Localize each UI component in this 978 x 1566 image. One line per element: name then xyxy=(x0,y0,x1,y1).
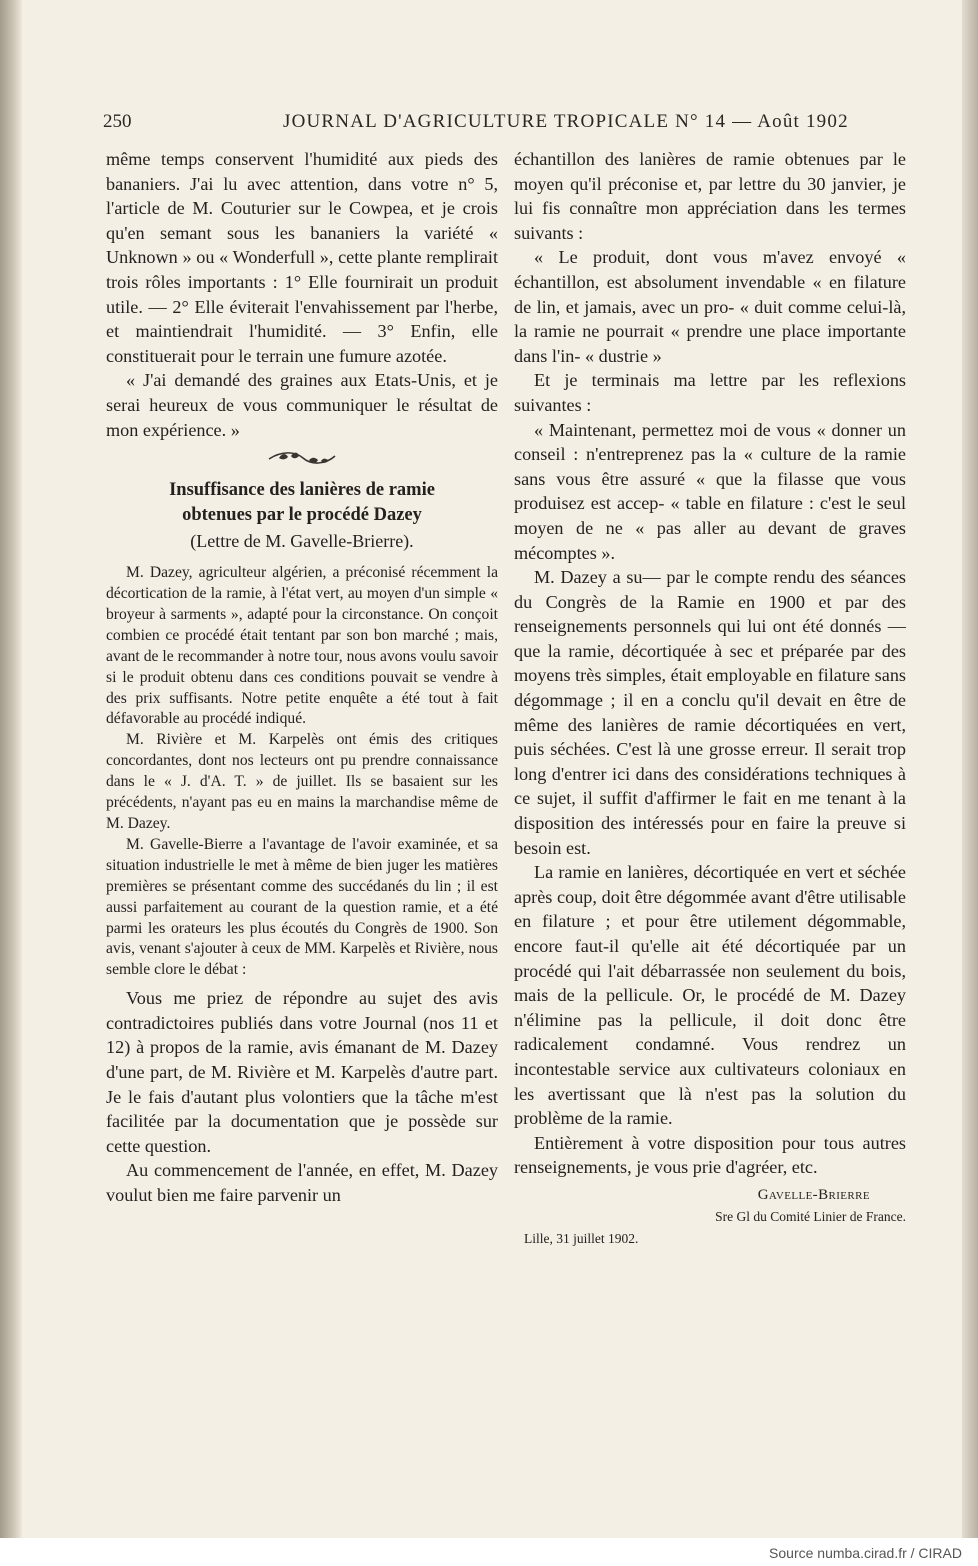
left-column xyxy=(106,147,498,1208)
continuation-paragraph: même temps conservent l'humidité aux pieds des bananiers. J'ai lu avec attention, dans votre n° 5, l'article de M. Couturier sur le Cowpea, et je crois qu'en semant sous les bananiers la variété « Unknown » ou « Wonderfull », cette plante remplirait trois rôles importants : 1° Elle fournirait un produit utile. — 2° Elle éviterait l'envahissement par l'herbe, et maintiendrait l'humidité. — 3° Enfin, elle constituerait pour le terrain une fumure azotée. xyxy=(106,149,498,366)
article-subheading: (Lettre de M. Gavelle-Brierre). xyxy=(190,531,414,552)
signature-name: Gavelle-Brierre xyxy=(757,1186,870,1203)
letter-paragraph: M. Dazey a su— par le compte rendu des séances du Congrès de la Ramie en 1900 et par des renseignements personnels qui lui ont été donnés — que la ramie, décortiquée à sec et préparée par des moyens très simples, était employable en filature sans dégommage ; il en a conclu qu'il devait en être de même des lanières de ramie décortiquées en vert, puis séchées. C'est là une grosse erreur. Il serait trop long d'entrer ici dans des considérations techniques à ce sujet, il suffit d'affirmer le fait en me tenant à la disposition des intéressés pour en faire la preuve si besoin est. xyxy=(514,567,906,858)
signature-place-date: Lille, 31 juillet 1902. xyxy=(524,1230,639,1246)
running-header xyxy=(103,111,900,141)
editorial-intro-paragraph: M. Gavelle-Bierre a l'avantage de l'avoir examinée, et sa situation industrielle le met à même de bien juger les matières premières se présentant comme des succédanés du lin ; il est aussi parfaitement au courant de la question ramie, et a été parmi les orateurs les plus écoutés du Congrès de 1900. Son avis, venant s'ajouter à ceux de MM. Karpelès et Rivière, nous semble clore le débat : xyxy=(106,835,498,979)
continuation-paragraph: « J'ai demandé des graines aux Etats-Unis, et je serai heureux de vous communiquer le résultat de mon expérience. » xyxy=(106,370,498,440)
journal-title: JOURNAL D'AGRICULTURE TROPICALE N° 14 — Août 1902 xyxy=(283,111,849,132)
page-edge xyxy=(962,0,978,1538)
quoted-letter: « Maintenant, permettez moi de vous « donner un conseil : n'entreprenez pas la « culture de la ramie sans vous être assuré « que la filasse que vous produisez est accep- « table en filature : c'est le seul moyen de ne « pas aller au devant de graves mécomptes ». xyxy=(514,419,906,563)
letter-paragraph: Vous me priez de répondre au sujet des avis contradictoires publiés dans votre Journal (nos 11 et 12) à propos de la ramie, avis émanant de M. Dazey d'une part, de M. Rivière et M. Karpelès d'autre part. Je le fais d'autant plus volontiers que la tâche m'est facilitée par la documentation que je possède sur cette question. xyxy=(106,988,498,1156)
letter-paragraph: La ramie en lanières, décortiquée en vert et séchée après coup, doit être dégommée avant d'être utilisable en filature ; et pour être utilement dégommable, encore faut-il qu'elle ait été décortiquée par un procédé qui l'ait débarrassée non seulement du bois, mais de la pellicule. Or, le procédé de M. Dazey n'élimine pas la pellicule, il doit donc être radicalement condamné. Vous rendrez un incontestable service aux cultivateurs coloniaux en les avertissant que là n'est pas la solution du problème de la ramie. xyxy=(514,862,906,1129)
letter-closing: Entièrement à votre disposition pour tous autres renseignements, je vous prie d'agréer, etc. xyxy=(514,1132,906,1178)
letter-paragraph: Au commencement de l'année, en effet, M. Dazey voulut bien me faire parvenir un xyxy=(106,1160,498,1205)
section-ornament xyxy=(106,442,498,478)
article-heading-line: obtenues par le procédé Dazey xyxy=(182,504,422,525)
quoted-letter: « Le produit, dont vous m'avez envoyé « échantillon, est absolument invendable « en filature de lin, et jamais, avec un pro- « duit comme celui-là, la ramie ne pourrait « prendre une place importante dans l'in- « dustrie » xyxy=(514,247,906,366)
binding-edge xyxy=(0,0,22,1538)
source-credit: Source numba.cirad.fr / CIRAD xyxy=(769,1545,962,1561)
editorial-intro-paragraph: M. Rivière et M. Karpelès ont émis des critiques concordantes, dont nos lecteurs ont pu prendre connaissance dans le « J. d'A. T. » de juillet. Ils se basaient sur les précédents, n'ayant pas eu en mains la marchandise même de M. Dazey. xyxy=(106,731,498,832)
right-column xyxy=(514,147,906,1250)
letter-paragraph: Et je terminais ma lettre par les reflexions suivantes : xyxy=(514,370,906,415)
fleuron-icon xyxy=(265,450,339,466)
page-number: 250 xyxy=(103,111,132,132)
editorial-intro-paragraph: M. Dazey, agriculteur algérien, a préconisé récemment la décortication de la ramie, à l'état vert, au moyen d'un simple « broyeur à sarments », adapté pour la circonstance. On conçoit combien ce procédé était tentant par son bon marché ; mais, avant de le recommander à notre tour, nous avons voulu savoir si le produit obtenu dans ces conditions pouvait se vendre à des prix suffisants. Notre petite enquête a été tout à fait défavorable au procédé indiqué. xyxy=(106,564,498,728)
letter-paragraph: échantillon des lanières de ramie obtenues par le moyen qu'il préconise et, par lettre du 30 janvier, je lui fis connaître mon appréciation dans les termes suivants : xyxy=(514,149,906,243)
article-heading-line: Insuffisance des lanières de ramie xyxy=(169,480,435,501)
signature-role: Sre Gl du Comité Linier de France. xyxy=(715,1208,906,1224)
